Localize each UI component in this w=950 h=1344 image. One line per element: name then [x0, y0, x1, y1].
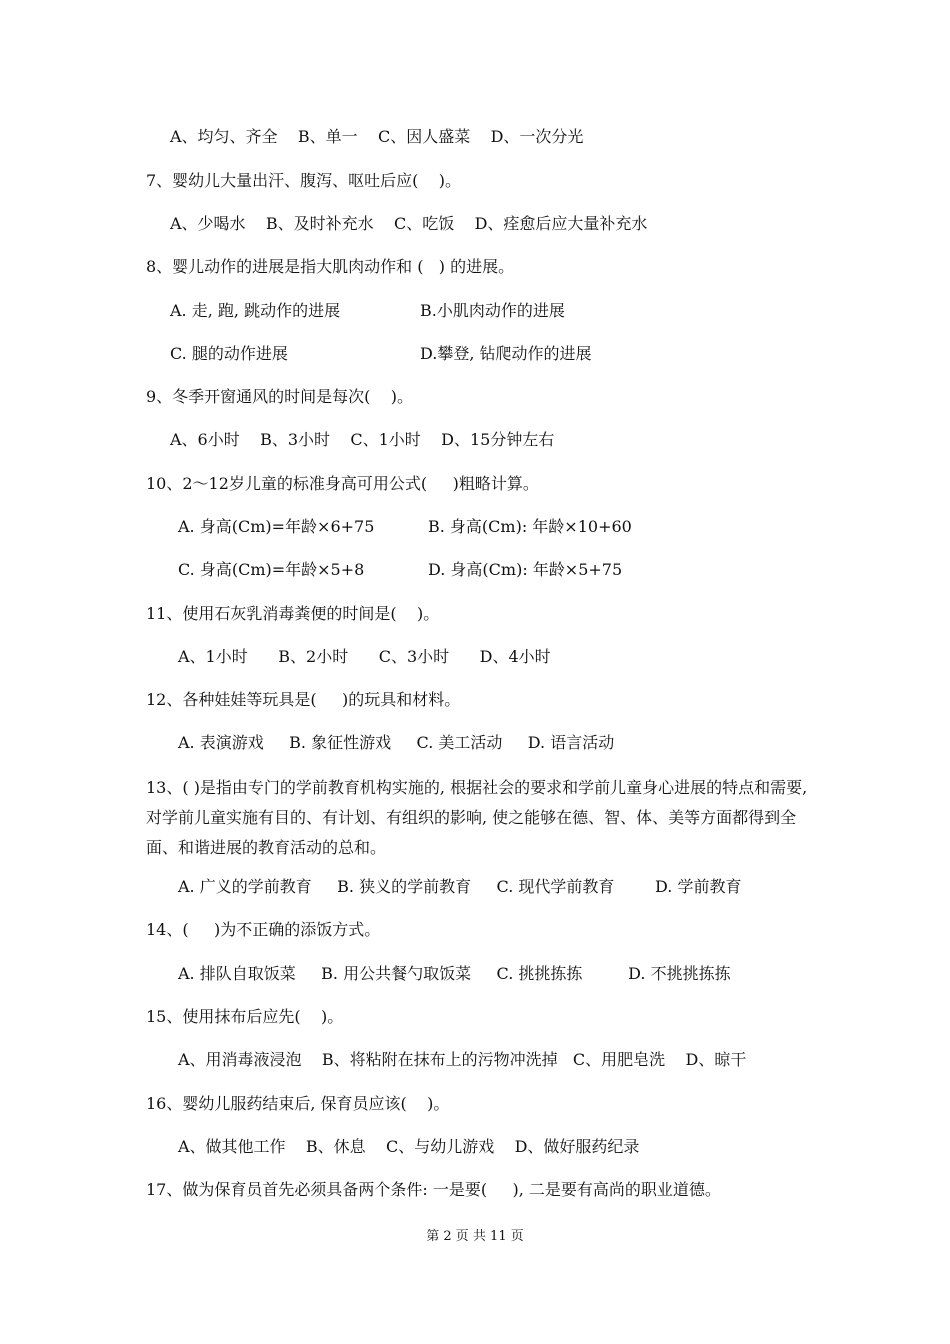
question-13-options: A. 广义的学前教育 B. 狭义的学前教育 C. 现代学前教育 D. 学前教育 — [178, 877, 742, 896]
question-17: 17、做为保育员首先必须具备两个条件: 一是要( ), 二是要有高尚的职业道德。 — [146, 1180, 721, 1199]
question-9-options: A、6小时 B、3小时 C、1小时 D、15分钟左右 — [170, 430, 555, 449]
question-8-option-b: B.小肌肉动作的进展 — [420, 301, 565, 320]
question-11-options: A、1小时 B、2小时 C、3小时 D、4小时 — [178, 647, 551, 666]
question-8-option-d: D.攀登, 钻爬动作的进展 — [420, 344, 592, 363]
question-8-option-c: C. 腿的动作进展 — [170, 344, 288, 363]
question-16: 16、婴幼儿服药结束后, 保育员应该( )。 — [146, 1094, 450, 1113]
question-10-option-d: D. 身高(Cm): 年龄×5+75 — [428, 560, 623, 579]
question-10: 10、2～12岁儿童的标准身高可用公式( )粗略计算。 — [146, 474, 539, 493]
page-footer: 第 2 页 共 11 页 — [426, 1229, 524, 1244]
question-10-option-b: B. 身高(Cm): 年龄×10+60 — [428, 517, 632, 536]
question-16-options: A、做其他工作 B、休息 C、与幼儿游戏 D、做好服药纪录 — [178, 1137, 640, 1156]
question-10-option-a: A. 身高(Cm)=年龄×6+75 — [178, 517, 375, 536]
question-7: 7、婴幼儿大量出汗、腹泻、呕吐后应( )。 — [146, 171, 462, 190]
question-15-options: A、用消毒液浸泡 B、将粘附在抹布上的污物冲洗掉 C、用肥皂洗 D、晾干 — [178, 1050, 747, 1069]
question-13: 13、( )是指由专门的学前教育机构实施的, 根据社会的要求和学前儿童身心进展的特点和需要, 对学前儿童实施有目的、有计划、有组织的影响, 使之能够在德、智、体、美等方面都得到全面、和谐进展的教育活动的总和。 — [146, 778, 808, 857]
question-11: 11、使用石灰乳消毒粪便的时间是( )。 — [146, 604, 440, 623]
question-6-options: A、均匀、齐全 B、单一 C、因人盛菜 D、一次分光 — [170, 127, 584, 146]
question-12: 12、各种娃娃等玩具是( )的玩具和材料。 — [146, 690, 461, 709]
question-15: 15、使用抹布后应先( )。 — [146, 1007, 344, 1026]
question-10-option-c: C. 身高(Cm)=年龄×5+8 — [178, 560, 365, 579]
question-14: 14、( )为不正确的添饭方式。 — [146, 920, 381, 939]
question-8-option-a: A. 走, 跑, 跳动作的进展 — [170, 301, 341, 320]
question-14-options: A. 排队自取饭菜 B. 用公共餐勺取饭菜 C. 挑挑拣拣 D. 不挑挑拣拣 — [178, 964, 731, 983]
question-8: 8、婴儿动作的进展是指大肌肉动作和 ( ) 的进展。 — [146, 257, 515, 276]
question-7-options: A、少喝水 B、及时补充水 C、吃饭 D、痊愈后应大量补充水 — [170, 214, 648, 233]
question-9: 9、冬季开窗通风的时间是每次( )。 — [146, 387, 414, 406]
question-12-options: A. 表演游戏 B. 象征性游戏 C. 美工活动 D. 语言活动 — [178, 733, 615, 752]
